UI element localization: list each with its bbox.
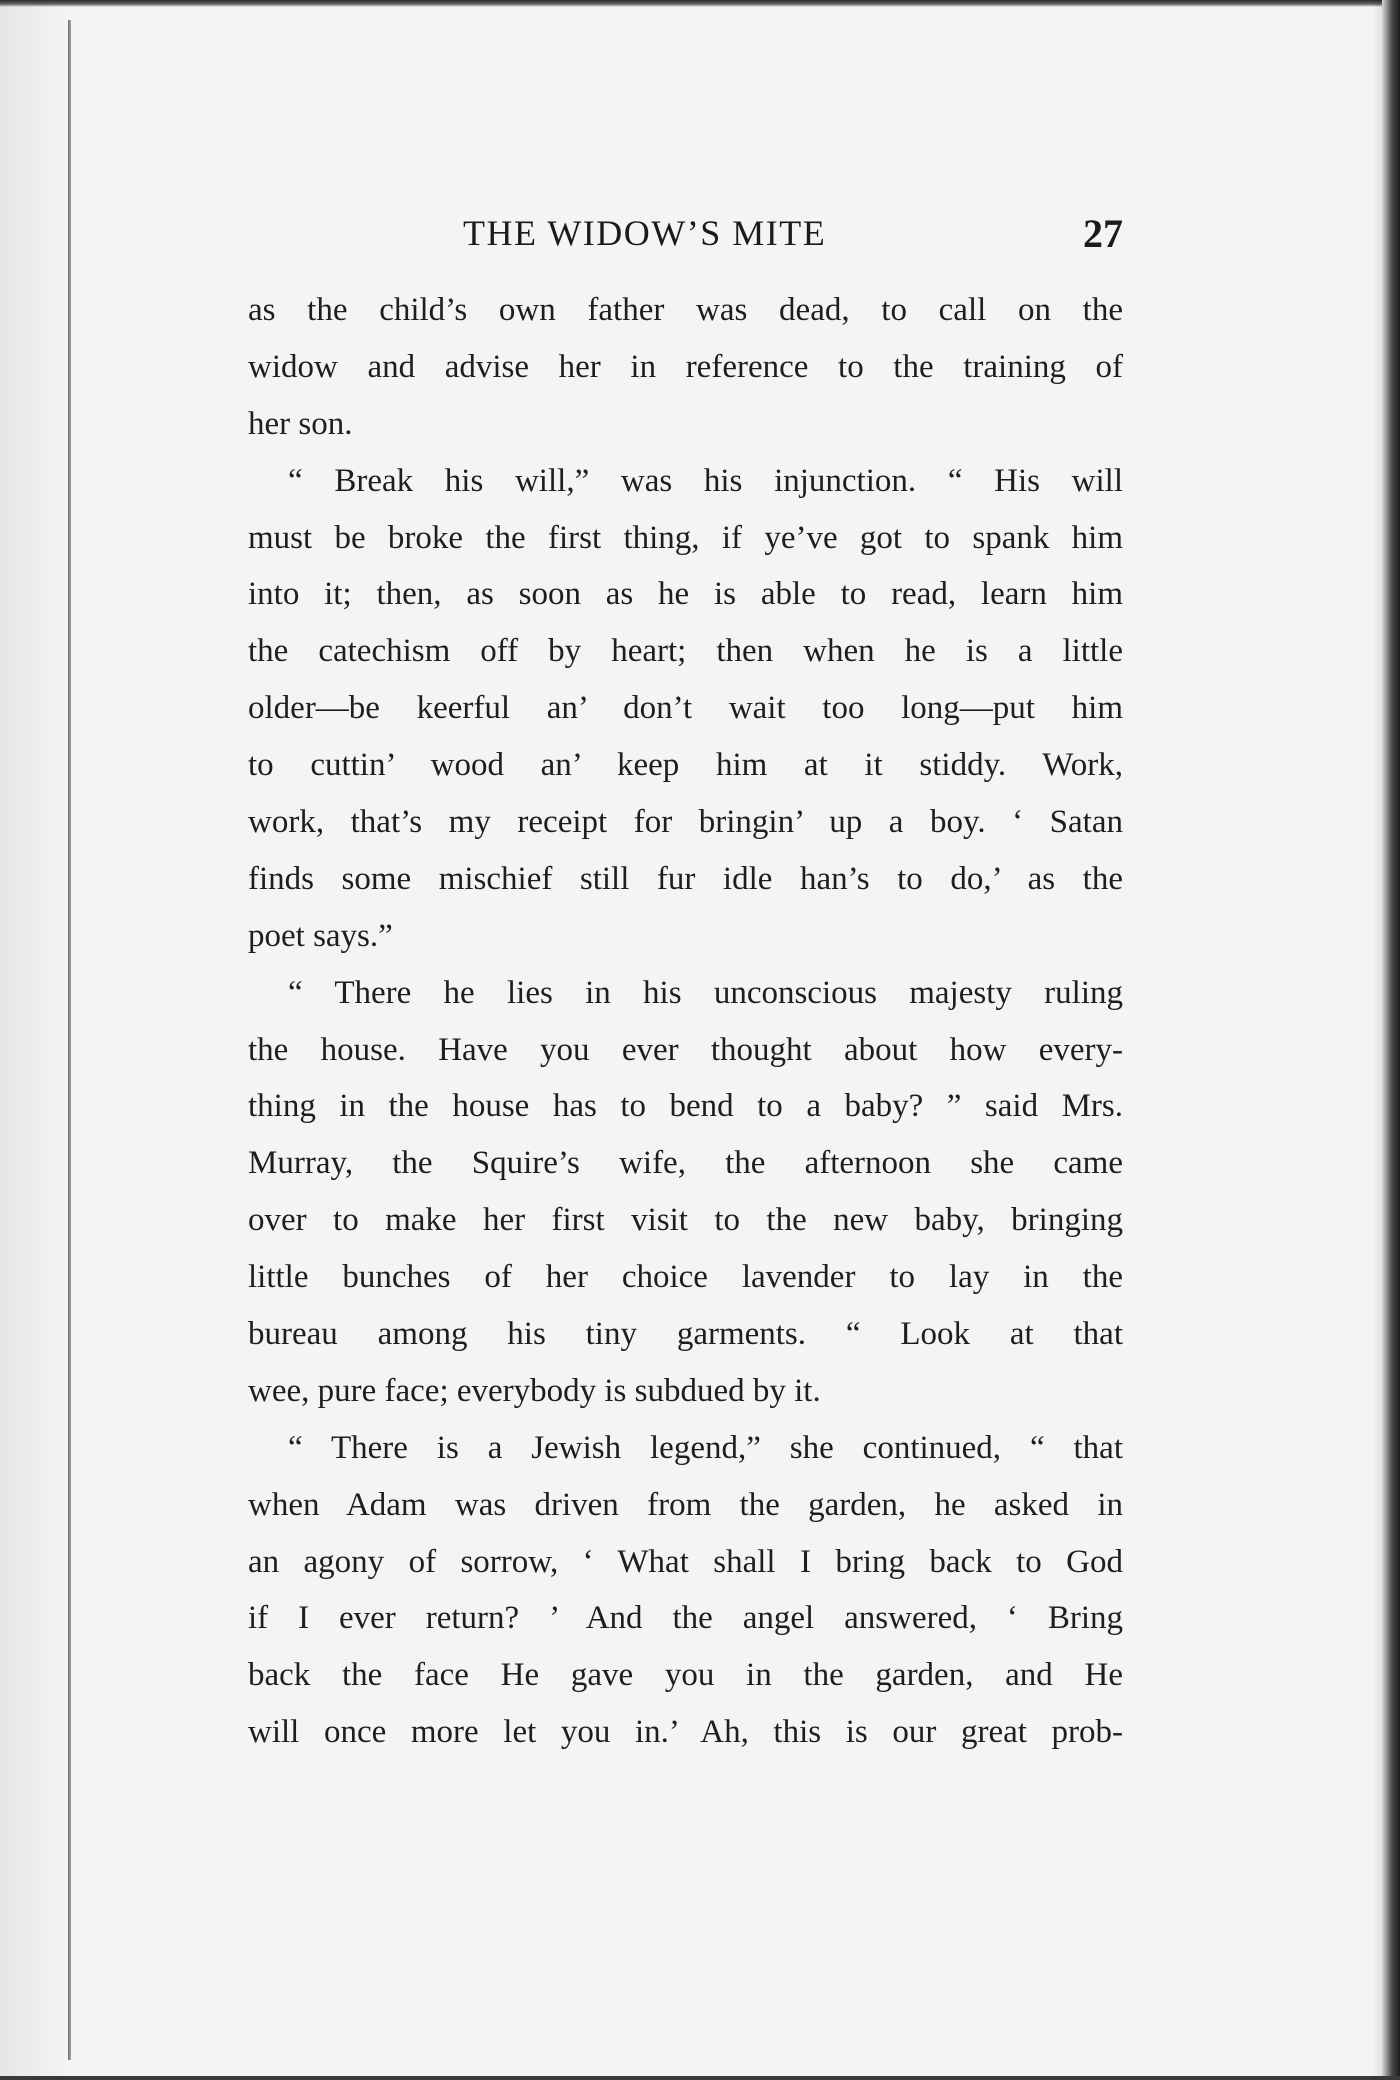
text-line: “ There he lies in his unconscious majesty ruling	[288, 974, 1123, 1011]
scan-top-edge	[0, 0, 1400, 7]
text-line: an agony of sorrow, ‘ What shall I bring back to God	[248, 1543, 1123, 1580]
text-line: “ Break his will,” was his injunction. “ His will	[288, 462, 1123, 499]
text-line: into it; then, as soon as he is able to read, learn him	[248, 576, 1123, 613]
text-line: back the face He gave you in the garden, and He	[248, 1657, 1123, 1694]
text-line: her son.	[248, 405, 353, 442]
body-text	[248, 282, 1123, 1761]
text-line: little bunches of her choice lavender to lay in the	[248, 1259, 1123, 1296]
running-title: THE WIDOW’S MITE	[463, 213, 827, 253]
text-line: must be broke the first thing, if ye’ve got to spank him	[248, 519, 1123, 556]
scan-left-margin	[0, 0, 68, 2080]
text-line: older—be keerful an’ don’t wait too long—put him	[248, 690, 1123, 727]
text-line: when Adam was driven from the garden, he asked in	[248, 1486, 1123, 1523]
text-line: the catechism off by heart; then when he is a little	[248, 633, 1123, 670]
text-line: Murray, the Squire’s wife, the afternoon she came	[248, 1145, 1123, 1182]
paragraph	[248, 453, 1123, 965]
text-line: finds some mischief still fur idle han’s to do,’ as the	[248, 860, 1123, 897]
text-line: “ There is a Jewish legend,” she continued, “ that	[288, 1429, 1123, 1466]
text-line: will once more let you in.’ Ah, this is our great prob-	[248, 1714, 1123, 1751]
text-line: over to make her first visit to the new baby, bringing	[248, 1202, 1123, 1239]
text-line: if I ever return? ’ And the angel answered, ‘ Bring	[248, 1600, 1123, 1637]
binding-edge	[68, 20, 71, 2060]
text-line: wee, pure face; everybody is subdued by it.	[248, 1372, 821, 1409]
text-line: work, that’s my receipt for bringin’ up a boy. ‘ Satan	[248, 804, 1123, 841]
paragraph	[248, 282, 1123, 453]
text-line: as the child’s own father was dead, to call on the	[248, 292, 1123, 328]
text-line: poet says.”	[248, 917, 393, 954]
scan-right-edge	[1382, 0, 1400, 2080]
text-line: widow and advise her in reference to the training of	[248, 348, 1123, 385]
text-line: thing in the house has to bend to a baby? ” said Mrs.	[248, 1088, 1123, 1125]
paragraph	[248, 965, 1123, 1420]
text-line: to cuttin’ wood an’ keep him at it stiddy. Work,	[248, 747, 1123, 784]
text-line: the house. Have you ever thought about how every-	[248, 1031, 1123, 1068]
page-number: 27	[1083, 211, 1123, 256]
text-line: bureau among his tiny garments. “ Look at that	[248, 1316, 1123, 1353]
paragraph	[248, 1420, 1123, 1761]
page-edge-shadow	[1372, 0, 1382, 2080]
scan-bottom-edge	[0, 2076, 1400, 2080]
running-head	[248, 212, 1123, 268]
